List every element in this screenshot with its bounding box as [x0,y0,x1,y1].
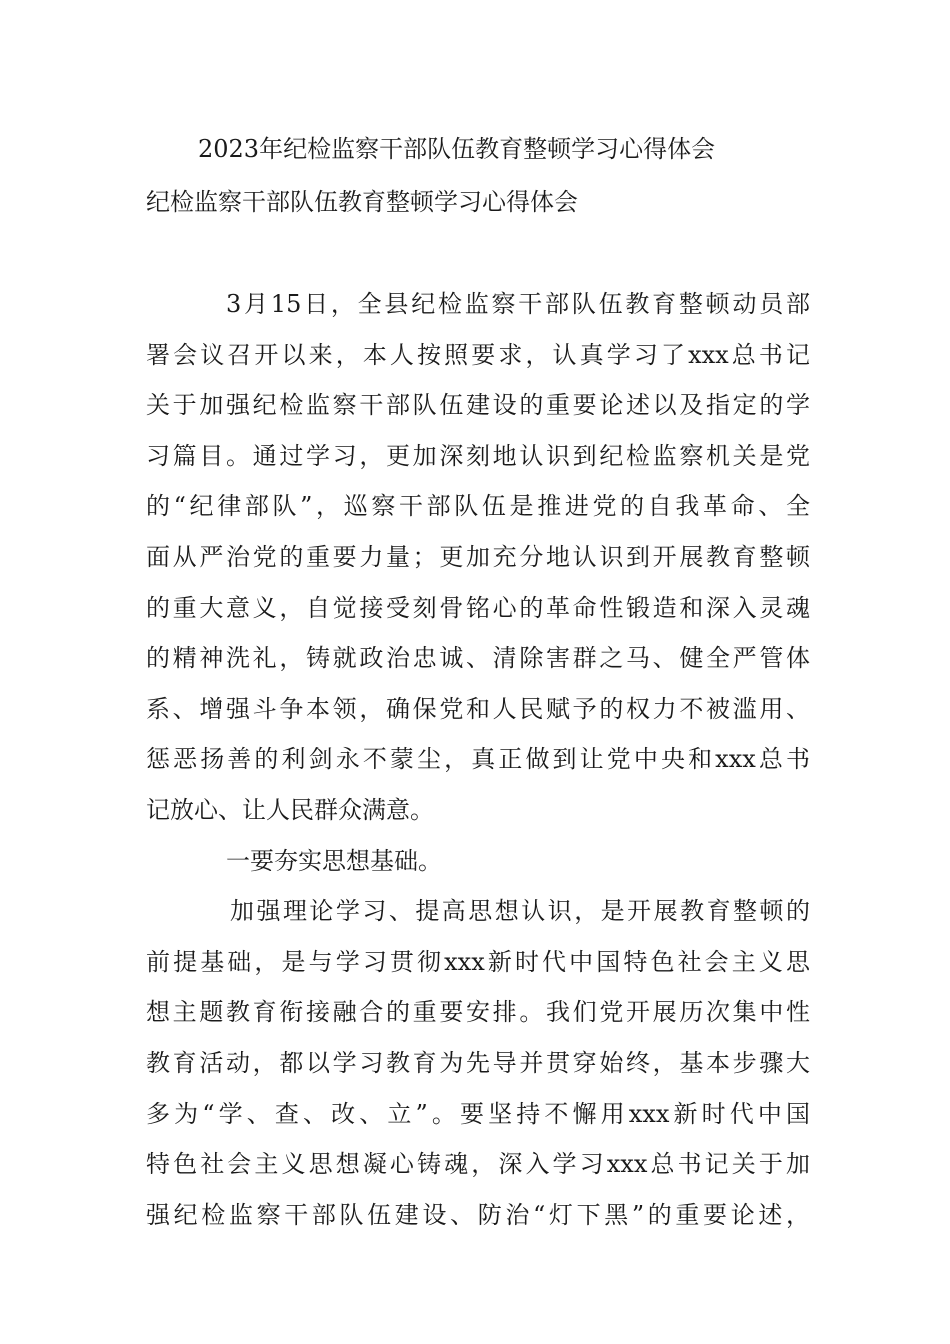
text-line: 的“纪律部队”，巡察干部队伍是推进党的自我革命、全 [146,492,810,521]
text-line: 多为“学、查、改、立”。要坚持不懈用xxx新时代中国 [146,1099,810,1128]
text-line: 想主题教育衔接融合的重要安排。我们党开展历次集中性 [146,998,810,1027]
section-heading: 一要夯实思想基础。 [226,846,442,875]
text-line: 教育活动，都以学习教育为先导并贯穿始终，基本步骤大 [146,1048,810,1077]
document-title: 2023年纪检监察干部队伍教育整顿学习心得体会 [198,135,716,163]
text-line: 前提基础，是与学习贯彻xxx新时代中国特色社会主义思 [146,947,810,976]
text-line: 特色社会主义思想凝心铸魂，深入学习xxx总书记关于加 [146,1150,810,1179]
document-subtitle: 纪检监察干部队伍教育整顿学习心得体会 [146,188,578,216]
paragraph-1 [146,279,810,836]
text-line: 的重大意义，自觉接受刻骨铭心的革命性锻造和深入灵魂 [146,593,810,622]
text-line: 强纪检监察干部队伍建设、防治“灯下黑”的重要论述， [146,1200,810,1229]
text-line: 的精神洗礼，铸就政治忠诚、清除害群之马、健全严管体 [146,644,810,673]
text-line: 3月15日，全县纪检监察干部队伍教育整顿动员部 [226,290,810,318]
text-line: 系、增强斗争本领，确保党和人民赋予的权力不被滥用、 [146,694,810,723]
text-line: 面从严治党的重要力量；更加充分地认识到开展教育整顿 [146,542,810,571]
paragraph-2 [146,886,810,1240]
text-line: 记放心、让人民群众满意。 [146,795,434,824]
text-line: 惩恶扬善的利剑永不蒙尘，真正做到让党中央和xxx总书 [146,745,810,774]
document-body [146,279,810,1240]
text-line: 习篇目。通过学习，更加深刻地认识到纪检监察机关是党 [146,441,810,470]
text-line: 署会议召开以来，本人按照要求，认真学习了xxx总书记 [146,340,810,369]
text-line: 加强理论学习、提高思想认识，是开展教育整顿的 [230,897,810,926]
text-line: 关于加强纪检监察干部队伍建设的重要论述以及指定的学 [146,391,810,420]
